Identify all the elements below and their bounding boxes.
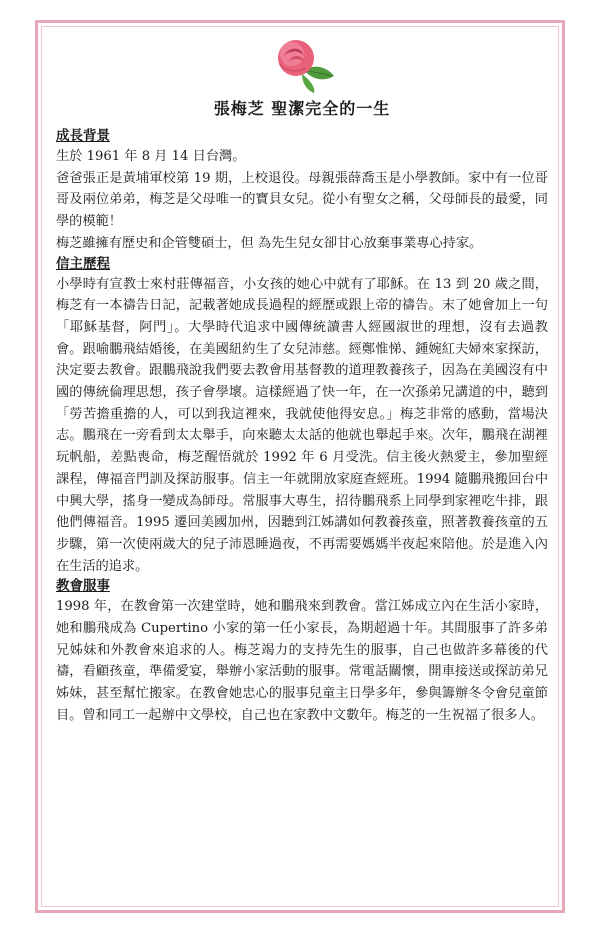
page-title: 張梅芝 聖潔完全的一生 [213, 99, 391, 118]
section-growth [56, 127, 548, 255]
paragraph: 爸爸張正是黃埔軍校第 19 期，上校退役。母親張薛喬玉是小學教師。家中有一位哥哥及兩位弟弟，梅芝是父母唯一的寶貝女兒。從小有聖女之稱，父母師長的最愛，同學的模範！ [56, 170, 548, 230]
rose-icon [266, 36, 338, 94]
section-heading: 教會服事 [56, 578, 110, 595]
paragraph: 小學時有宣教士來村莊傳福音，小女孩的她心中就有了耶穌。在 13 到 20 歲之間，梅芝有一本禱告日記，記載著她成長過程的經歷或跟上帝的禱告。末了她會加上一句「耶穌基督，阿門」。大學時代追求中國傳統讀書人經國淑世的理想，沒有去過教會。跟喻鵬飛結婚後，在美國紐約生了女兒沛慈。經鄭惟悌、鍾婉紅夫婦來家探訪，決定要去教會。跟鵬飛說我們要去教會用基督教的道理教養孩子，因為在美國沒有中國的傳統倫理思想，孩子會學壞。這樣經過了快一年，在一次孫弟兄講道的中，聽到「勞苦擔重擔的人，可以到我這裡來，我就使他得安息。」梅芝非常的感動，當場決志。鵬飛在一旁看到太太舉手，向來聽太太話的他就也舉起手來。次年，鵬飛在湖裡玩帆船，差點喪命，梅芝醒悟就於 1992 年 6 月受洗。信主後火熱愛主，參加聖經課程，傳福音門訓及探訪服事。信主一年就開放家庭查經班。1994 隨鵬飛搬回台中中興大學，搖身一變成為師母。常服事大專生，招待鵬飛系上同學到家裡吃牛排，跟他們傳福音。1995 遷回美國加州，因聽到江姊講如何教養孩童，照著教養孩童的五步驟，第一次使兩歲大的兒子沛恩睡過夜，不再需要媽媽半夜起來陪他。於是進入內在生活的追求。 [56, 276, 548, 574]
section-faith-journey [56, 255, 548, 578]
section-heading: 信主歷程 [56, 255, 110, 272]
document-content [56, 36, 548, 727]
paragraph: 1998 年，在教會第一次建堂時，她和鵬飛來到教會。當江姊成立內在生活小家時，她和鵬飛成為 Cupertino 小家的第一任小家長，為期超過十年。其間服事了許多弟兄姊妹和外教會來追求的人。梅芝竭力的支持先生的服事，自己也做許多幕後的代禱，看顧孩童，準備愛宴，舉辦小家活動的服事。常電話關懷，開車接送或探訪弟兄姊妹，甚至幫忙搬家。在教會她忠心的服事兒童主日學多年，參與籌辦冬令會兒童節目。曾和同工一起辦中文學校，自己也在家教中文數年。梅芝的一生祝福了很多人。 [56, 599, 548, 723]
paragraph: 生於 1961 年 8 月 14 日台灣。 [56, 149, 246, 164]
section-church-service [56, 577, 548, 726]
section-heading: 成長背景 [56, 128, 110, 144]
paragraph: 梅芝雖擁有歷史和企管雙碩士，但 為先生兒女卻甘心放棄事業專心持家。 [56, 235, 483, 251]
